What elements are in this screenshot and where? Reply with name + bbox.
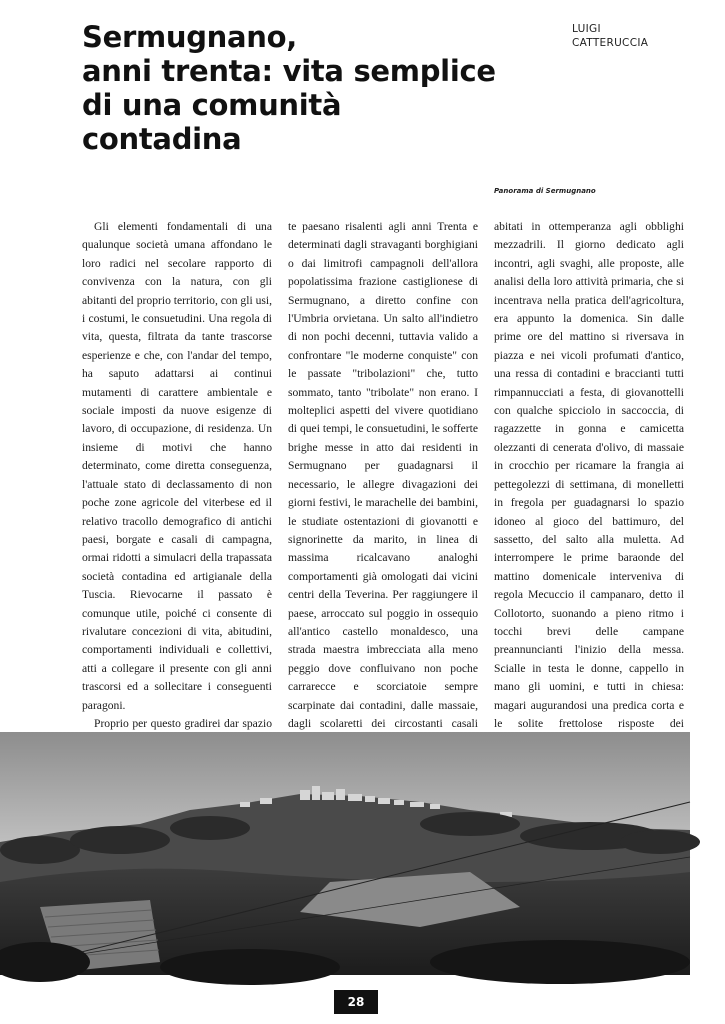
photo-caption: Panorama di Sermugnano xyxy=(494,187,596,195)
author-byline xyxy=(572,22,648,50)
author-last-name: CATTERUCCIA xyxy=(572,37,649,49)
landscape-photo xyxy=(0,732,690,975)
title-line: anni trenta: vita semplice xyxy=(82,54,496,88)
article-title xyxy=(82,20,522,156)
text-column-2 xyxy=(288,218,478,730)
paragraph: Proprio per questo gradirei dar spazio xyxy=(94,716,272,730)
paragraph: abitati in ottemperanza agli obblighi mezzadrili. Il giorno dedicato agli incontri, agli svaghi, alle proposte, alle analisi della loro attività primaria, che si incentrava nella pratica dell'agricoltura, era appunto la domenica. Sin dalle prime ore del mattino si riversava in piazza e nei vicoli profumati d'antico, una ressa di contadini e braccianti tutti rimpannucciati a festa, di giovanottelli con qualche spicciolo in saccoccia, di ragazzette in gonna e camicetta olezzanti di cenerata d'olivo, di massaie in crocchio per ricamare la frangia ai pettegolezzi di settimana, di monelletti in fregola per guadagnarsi lo spazio idoneo al gioco del battimuro, del sassetto, del salto alla muletta. Ad interrompere le prime baraonde del mattino domenicale interveniva di regola Mecuccio il campanaro, detto il Collotorto, suonando a pieno ritmo i tocchi brevi delle campane preannuncianti l'inizio della messa. Scialle in testa le donne, cappello in mano gli uomini, e tutti in chiesa: magari augurandosi una predica corta e le solite frettolose risposte dei xyxy=(494,220,684,730)
text-column-1 xyxy=(82,218,272,730)
title-line: Sermugnano, xyxy=(82,20,297,54)
author-first-name: LUIGI xyxy=(572,23,601,35)
text-column-3 xyxy=(494,218,684,730)
paragraph: Gli elementi fondamentali di una qualunque società umana affondano le loro radici nel secolare rapporto di convivenza con la natura, con gli abitanti del proprio territorio, con gli usi, i costumi, le consuetudini. Una regola di vita, questa, filtrata da tante trascorse esperienze e che, con l'andar del tempo, ha saputo adattarsi ai continui mutamenti di carattere ambientale e sociale imposti da nuove esigenze di lavoro, di occupazione, di residenza. Un insieme di motivi che hanno determinato, come diretta conseguenza, l'attuale stato di declassamento di non poche zone agricole del viterbese ed il relativo tracollo demografico di antichi paesi, borgate e casali di campagna, ormai ridotti a simulacri della trapassata società contadina ed artigianale della Tuscia. Rievocarne il passato è comunque utile, poiché ci consente di rivalutare concezioni di vita, abitudini, comportamenti individuali e collettivi, atti a collegare il presente con gli anni trascorsi ed a sollecitare i conseguenti paragoni. xyxy=(82,220,272,712)
title-line: contadina xyxy=(82,122,242,156)
page-number: 28 xyxy=(334,990,378,1014)
paragraph: te paesano risalenti agli anni Trenta e determinati dagli stravaganti borghigiani o dai limitrofi campagnoli dell'allora popolatissima frazione castiglionese di Sermugnano, a diretto confine con l'Umbria orvietana. Un salto all'indietro di non pochi decenni, tuttavia valido a confrontare "le moderne conquiste" con le passate "tribolazioni" che, tutto sommato, tanto "tribolate" non erano. I molteplici aspetti del vivere quotidiano di quei tempi, le consuetudini, le sofferte brighe messe in atto dai residenti in Sermugnano per guadagnarsi il necessario, le allegre divagazioni dei giorni festivi, le marachelle dei bambini, le studiate ostentazioni di giovanotti e signorinette da marito, in linea di massima ricalcavano analoghi comportamenti già omologati dai vicini centri della Teverina. Per raggiungere il paese, arroccato sul poggio in ossequio all'antico castello monaldesco, una strada maestra imbrecciata alla meno peggio dove confluivano non poche carrarecce e scorciatoie sempre scarpinate dai contadini, dalle massaie, dagli scolaretti dei circostanti casali xyxy=(288,220,478,730)
title-line: di una comunità xyxy=(82,88,342,122)
